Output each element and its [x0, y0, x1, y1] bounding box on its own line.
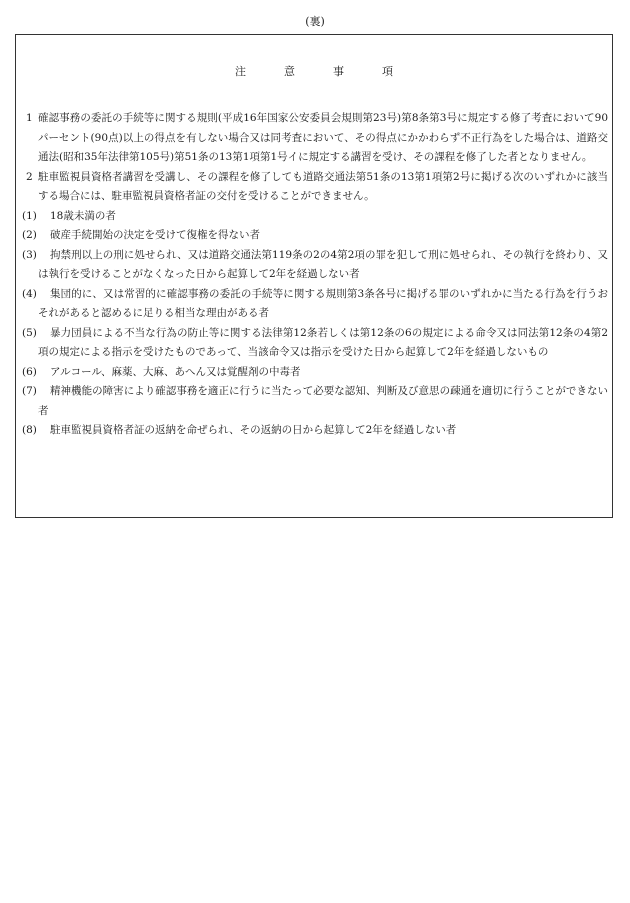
notice-paragraph-1 — [26, 109, 608, 168]
item-number: (8) — [22, 424, 37, 436]
paragraph-text: 駐車監視員資格者講習を受講し、その課程を修了しても道路交通法第51条の13第1項第2号に掲げる次のいずれかに該当する場合には、駐車監視員資格者証の交付を受けることができません。 — [38, 170, 608, 202]
disqualification-item-4 — [22, 285, 608, 324]
item-text: 破産手続開始の決定を受けて復権を得ない者 — [50, 229, 260, 241]
item-text: 精神機能の障害により確認事務を適正に行うに当たって必要な認知、判断及び意思の疎通を適切に行うことができない者 — [38, 385, 608, 417]
notice-box — [15, 34, 613, 518]
item-text: 駐車監視員資格者証の返納を命ぜられ、その返納の日から起算して2年を経過しない者 — [50, 424, 457, 436]
item-number: (1) — [22, 209, 37, 222]
disqualification-item-7 — [22, 382, 608, 421]
paragraph-number: 2 — [26, 170, 33, 183]
item-number: (7) — [22, 385, 37, 397]
page-side-label: (裏) — [305, 15, 325, 28]
disqualification-item-6 — [22, 363, 608, 383]
item-number: (3) — [22, 248, 37, 261]
item-number: (2) — [22, 229, 37, 241]
paragraph-number: 1 — [26, 112, 33, 124]
item-number: (4) — [22, 287, 37, 300]
disqualification-item-2 — [22, 226, 608, 246]
notice-title: 注意事項 — [235, 65, 431, 78]
disqualification-item-5 — [22, 324, 608, 363]
item-number: (5) — [22, 326, 37, 339]
item-text: 集団的に、又は常習的に確認事務の委託の手続等に関する規則第3条各号に掲げる罪のいずれかに当たる行為を行うおそれがあると認めるに足りる相当な理由がある者 — [38, 287, 608, 319]
disqualification-item-8 — [22, 421, 608, 441]
item-number: (6) — [22, 365, 37, 378]
paragraph-text: 確認事務の委託の手続等に関する規則(平成16年国家公安委員会規則第23号)第8条第3号に規定する修了考査において90パーセント(90点)以上の得点を有しない場合又は同考査において、その得点にかかわらず不正行為をした場合は、道路交通法(昭和35年法律第105号)第51条の13第1項第1号イに規定する講習を受け、その課程を修了した者となりません。 — [38, 112, 608, 163]
notice-body — [22, 109, 608, 441]
disqualification-item-1 — [22, 207, 608, 227]
item-text: 18歳未満の者 — [50, 209, 116, 222]
notice-paragraph-2 — [26, 168, 608, 207]
item-text: アルコール、麻薬、大麻、あへん又は覚醒剤の中毒者 — [50, 365, 301, 378]
disqualification-item-3 — [22, 246, 608, 285]
item-text: 拘禁刑以上の刑に処せられ、又は道路交通法第119条の2の4第2項の罪を犯して刑に処せられ、その執行を終わり、又は執行を受けることがなくなった日から起算して2年を経過しない者 — [38, 248, 608, 280]
item-text: 暴力団員による不当な行為の防止等に関する法律第12条若しくは第12条の6の規定による命令又は同法第12条の4第2項の規定による指示を受けたものであって、当該命令又は指示を受けた日から起算して2年を経過しないもの — [38, 326, 608, 358]
